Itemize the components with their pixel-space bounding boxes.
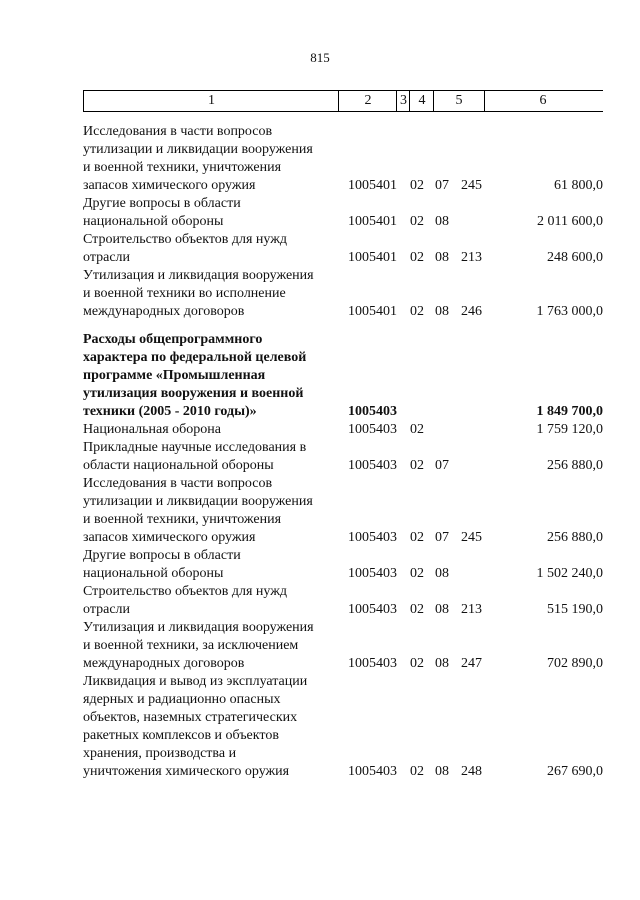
row-description: Расходы общепрограммного характера по федеральной целевой программе «Промышленная утилизация вооружения и военной техники (2005 - 2010 годы)» — [83, 332, 307, 419]
row-values — [83, 655, 603, 673]
row-description: Исследования в части вопросов утилизации и ликвидации вооружения и военной техники, уничтожения запасов химического оружия — [83, 124, 313, 193]
target-article-code: 1005403 — [348, 530, 397, 545]
row-description: Утилизация и ликвидация вооружения и военной техники, за исключением международных договоров — [83, 620, 314, 671]
column-number-5: 5 — [433, 91, 485, 111]
amount-value: 1 763 000,0 — [536, 304, 603, 319]
table-row — [83, 673, 603, 781]
expense-type-code: 248 — [461, 764, 482, 779]
table-row — [83, 583, 603, 619]
amount-value: 1 502 240,0 — [536, 566, 603, 581]
row-values — [83, 177, 603, 195]
subsection-code: 08 — [435, 304, 449, 319]
expense-type-code: 246 — [461, 304, 482, 319]
budget-table-body — [83, 123, 603, 781]
section-code: 02 — [410, 530, 424, 545]
section-code: 02 — [410, 214, 424, 229]
target-article-code: 1005401 — [348, 304, 397, 319]
row-values — [83, 529, 603, 547]
table-row — [83, 267, 603, 321]
subsection-code: 08 — [435, 656, 449, 671]
amount-value: 1 849 700,0 — [536, 404, 603, 419]
column-number-2: 2 — [338, 91, 397, 111]
section-code: 02 — [410, 656, 424, 671]
table-row — [83, 475, 603, 547]
row-values — [83, 403, 603, 421]
column-number-6: 6 — [539, 93, 547, 108]
subsection-code: 08 — [435, 250, 449, 265]
expense-type-code: 245 — [461, 530, 482, 545]
row-values — [83, 213, 603, 231]
target-article-code: 1005403 — [348, 764, 397, 779]
section-code: 02 — [410, 250, 424, 265]
section-code: 02 — [410, 566, 424, 581]
target-article-code: 1005403 — [348, 566, 397, 581]
row-description: Другие вопросы в области национальной обороны — [83, 548, 241, 581]
row-values — [83, 565, 603, 583]
table-row — [83, 231, 603, 267]
row-description: Исследования в части вопросов утилизации и ликвидации вооружения и военной техники, уничтожения запасов химического оружия — [83, 476, 313, 545]
amount-value: 267 690,0 — [547, 764, 603, 779]
row-description: Национальная оборона — [83, 422, 221, 437]
amount-value: 2 011 600,0 — [537, 214, 603, 229]
target-article-code: 1005401 — [348, 214, 397, 229]
table-row — [83, 619, 603, 673]
section-code: 02 — [410, 422, 424, 437]
amount-value: 515 190,0 — [547, 602, 603, 617]
table-row — [83, 439, 603, 475]
subsection-code: 08 — [435, 764, 449, 779]
subsection-code: 08 — [435, 566, 449, 581]
target-article-code: 1005403 — [348, 656, 397, 671]
expense-type-code: 247 — [461, 656, 482, 671]
table-row — [83, 195, 603, 231]
section-code: 02 — [410, 304, 424, 319]
expense-type-code: 213 — [461, 602, 482, 617]
amount-value: 248 600,0 — [547, 250, 603, 265]
row-description: Ликвидация и вывод из эксплуатации ядерных и радиационно опасных объектов, наземных стратегических ракетных комплексов и объектов хранения, производства и уничтожения химического оружия — [83, 674, 308, 779]
table-row — [83, 421, 603, 439]
table-column-header — [83, 90, 603, 112]
row-values — [83, 601, 603, 619]
target-article-code: 1005401 — [348, 178, 397, 193]
subsection-code: 07 — [435, 530, 449, 545]
table-row — [83, 547, 603, 583]
subsection-code: 07 — [435, 458, 449, 473]
amount-value: 256 880,0 — [547, 530, 603, 545]
column-number-3: 3 — [396, 91, 410, 111]
row-values — [83, 249, 603, 267]
amount-value: 256 880,0 — [547, 458, 603, 473]
row-values — [83, 421, 603, 439]
amount-value: 1 759 120,0 — [536, 422, 603, 437]
row-description: Утилизация и ликвидация вооружения и военной техники во исполнение международных договоров — [83, 268, 314, 319]
row-description: Другие вопросы в области национальной обороны — [83, 196, 241, 229]
row-description: Строительство объектов для нужд отрасли — [83, 584, 288, 617]
column-number-1: 1 — [83, 91, 339, 111]
amount-value: 61 800,0 — [554, 178, 603, 193]
row-values — [83, 763, 603, 781]
row-description: Прикладные научные исследования в области национальной обороны — [83, 440, 307, 473]
section-code: 02 — [410, 178, 424, 193]
row-description: Строительство объектов для нужд отрасли — [83, 232, 288, 265]
target-article-code: 1005403 — [348, 602, 397, 617]
expense-type-code: 245 — [461, 178, 482, 193]
section-code: 02 — [410, 764, 424, 779]
target-article-code: 1005403 — [348, 458, 397, 473]
subsection-code: 08 — [435, 602, 449, 617]
target-article-code: 1005403 — [348, 404, 397, 419]
subsection-code: 08 — [435, 214, 449, 229]
subsection-code: 07 — [435, 178, 449, 193]
section-code: 02 — [410, 458, 424, 473]
target-article-code: 1005401 — [348, 250, 397, 265]
column-number-4: 4 — [409, 91, 434, 111]
page-number: 815 — [310, 50, 330, 65]
row-values — [83, 303, 603, 321]
section-code: 02 — [410, 602, 424, 617]
table-row — [83, 331, 603, 421]
expense-type-code: 213 — [461, 250, 482, 265]
amount-value: 702 890,0 — [547, 656, 603, 671]
target-article-code: 1005403 — [348, 422, 397, 437]
table-row — [83, 123, 603, 195]
row-values — [83, 457, 603, 475]
